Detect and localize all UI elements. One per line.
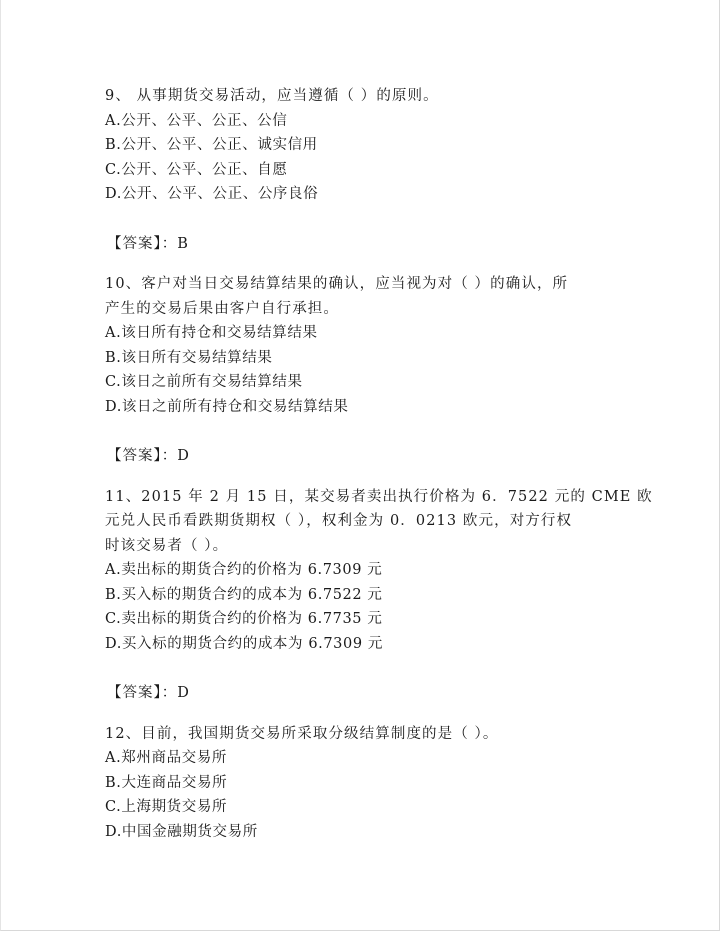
option-d: D.中国金融期货交易所 [105, 823, 258, 840]
option-b: B.公开、公平、公正、诚实信用 [105, 137, 318, 153]
question-stem-cont: 元兑人民币看跌期货期权（ ），权利金为 0．0213 欧元，对方行权 [105, 513, 573, 529]
question-10 [105, 272, 625, 485]
option-a: A.卖出标的期货合约的价格为 6.7309 元 [105, 562, 383, 578]
answer-label: 【答案】：B [107, 235, 189, 252]
option-c: C.公开、公平、公正、自愿 [105, 161, 288, 178]
option-d: D.该日之前所有持仓和交易结算结果 [105, 398, 349, 415]
question-stem-cont: 时该交易者（ ）。 [105, 537, 229, 554]
question-9 [105, 84, 625, 272]
option-d: D.买入标的期货合约的成本为 6.7309 元 [105, 635, 383, 652]
question-stem: 11、2015 年 2 月 15 日，某交易者卖出执行价格为 6．7522 元的 CME 欧 [105, 488, 653, 505]
option-a: A.郑州商品交易所 [105, 750, 227, 766]
option-c: C.该日之前所有交易结算结果 [105, 374, 303, 390]
question-stem-cont: 产生的交易后果由客户自行承担。 [105, 300, 339, 317]
option-b: B.买入标的期货合约的成本为 6.7522 元 [105, 586, 383, 603]
question-list [105, 84, 653, 844]
option-b: B.大连商品交易所 [105, 774, 228, 791]
option-c: C.卖出标的期货合约的价格为 6.7735 元 [105, 611, 383, 627]
question-12 [105, 722, 625, 845]
question-stem: 9、 从事期货交易活动，应当遵循（ ）的原则。 [105, 88, 439, 104]
answer-label: 【答案】：D [107, 448, 190, 464]
option-c: C.上海期货交易所 [105, 799, 228, 815]
question-stem: 12、目前，我国期货交易所采取分级结算制度的是（ ）。 [105, 725, 499, 742]
option-d: D.公开、公平、公正、公序良俗 [105, 186, 319, 202]
question-11 [105, 485, 653, 722]
option-a: A.该日所有持仓和交易结算结果 [105, 325, 318, 341]
answer-label: 【答案】：D [107, 685, 190, 701]
option-b: B.该日所有交易结算结果 [105, 349, 273, 366]
option-a: A.公开、公平、公正、公信 [105, 112, 288, 129]
question-stem: 10、客户对当日交易结算结果的确认，应当视为对（ ）的确认，所 [105, 276, 569, 292]
